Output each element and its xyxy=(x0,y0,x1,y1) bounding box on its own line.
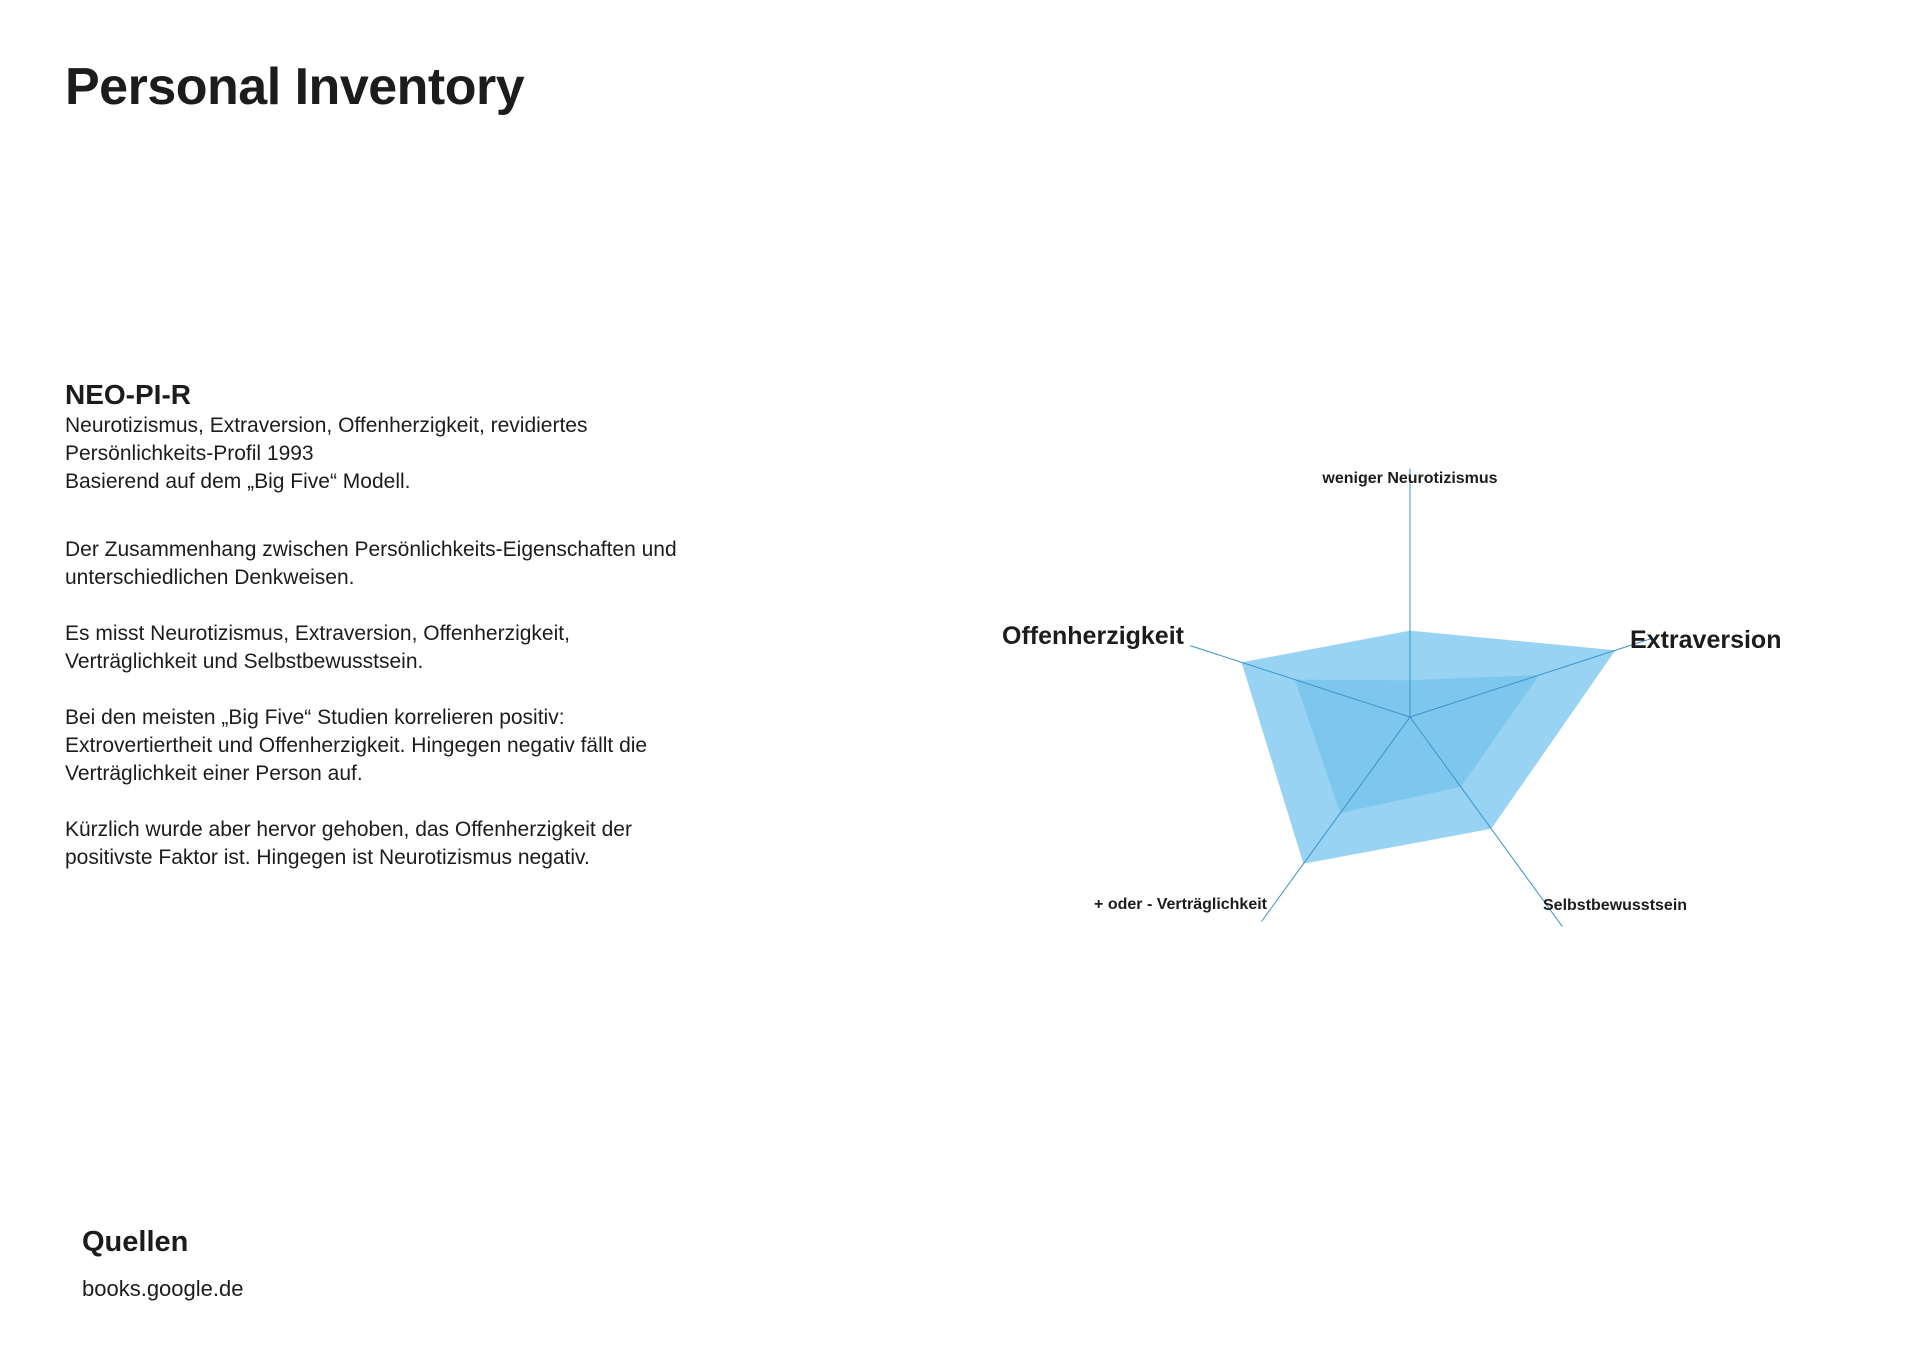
radar-axis-label: + oder - Verträglichkeit xyxy=(1094,896,1267,913)
source-link[interactable]: books.google.de xyxy=(82,1276,244,1301)
radar-axis-label: Selbstbewusstsein xyxy=(1543,897,1688,914)
paragraph-studies: Bei den meisten „Big Five“ Studien korrelieren positiv: Extrovertiertheit und Offenherzigkeit. Hingegen negativ fällt die Verträglichkeit einer Person auf. xyxy=(65,706,648,785)
radar-axis-label: weniger Neurotizismus xyxy=(1322,470,1498,487)
paragraph-relation: Der Zusammenhang zwischen Persönlichkeits-Eigenschaften und unterschiedlichen Denkweisen. xyxy=(65,538,677,589)
paragraph-recent: Kürzlich wurde aber hervor gehoben, das Offenherzigkeit der positivste Faktor ist. Hingegen ist Neurotizismus negativ. xyxy=(65,818,632,869)
sources-heading: Quellen xyxy=(82,1226,189,1258)
page-title: Personal Inventory xyxy=(65,58,525,116)
section-heading: NEO-PI-R xyxy=(65,379,191,410)
radar-axis-label: Offenherzigkeit xyxy=(1002,622,1184,650)
radar-axis-label: Extraversion xyxy=(1630,626,1782,654)
intro-text: Neurotizismus, Extraversion, Offenherzigkeit, revidiertes Persönlichkeits-Profil 1993 Basierend auf dem „Big Five“ Modell. xyxy=(65,414,588,493)
paragraph-measures: Es misst Neurotizismus, Extraversion, Offenherzigkeit, Verträglichkeit und Selbstbewusstsein. xyxy=(65,622,570,673)
sources-section xyxy=(82,1225,243,1303)
